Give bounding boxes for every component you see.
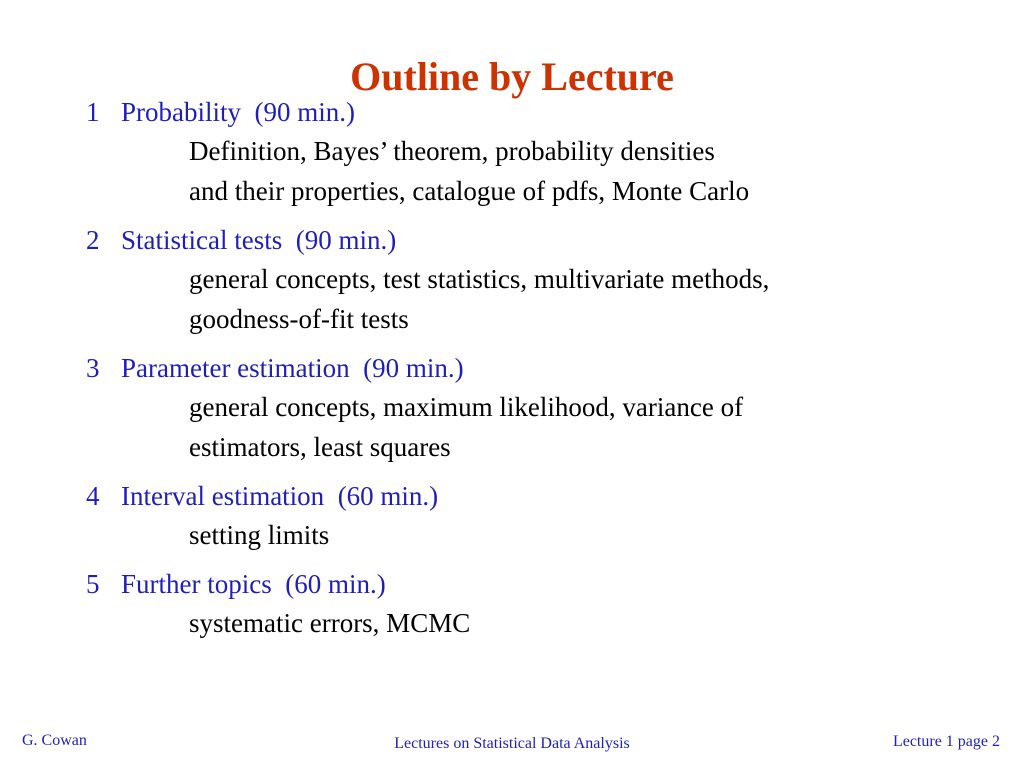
lecture-duration: (60 min.) xyxy=(337,481,439,511)
lecture-name: Parameter estimation xyxy=(121,353,350,383)
lecture-duration: (90 min.) xyxy=(363,353,464,383)
lecture-heading xyxy=(86,222,986,259)
lecture-item xyxy=(86,222,986,339)
lecture-item xyxy=(86,478,986,555)
lecture-heading xyxy=(86,566,986,603)
lecture-name: Statistical tests xyxy=(121,225,283,255)
lecture-name: Interval estimation xyxy=(121,481,325,511)
lecture-heading xyxy=(86,94,986,131)
lecture-description-line: estimators, least squares xyxy=(189,432,451,462)
lecture-heading xyxy=(86,478,986,515)
lecture-description xyxy=(86,387,986,467)
lecture-number: 1 xyxy=(86,97,100,127)
slide-title: Outline by Lecture xyxy=(350,53,674,99)
lecture-description-line: setting limits xyxy=(189,520,330,550)
footer-page-number: Lecture 1 page 2 xyxy=(892,733,1000,750)
lecture-duration: (90 min.) xyxy=(295,225,397,255)
lecture-duration: (60 min.) xyxy=(285,569,386,599)
lecture-description-line: Definition, Bayes’ theorem, probability densities xyxy=(189,136,715,166)
lecture-name: Probability xyxy=(121,97,241,127)
lecture-description-line: goodness-of-fit tests xyxy=(189,304,409,334)
lecture-number: 3 xyxy=(86,353,100,383)
lecture-number: 2 xyxy=(86,225,100,255)
footer-author: G. Cowan xyxy=(22,732,87,749)
lecture-description xyxy=(86,259,986,339)
lecture-item xyxy=(86,566,986,643)
lecture-description-line: systematic errors, MCMC xyxy=(189,608,471,638)
lecture-number: 4 xyxy=(86,481,100,511)
lecture-item xyxy=(86,350,986,467)
lecture-description-line: and their properties, catalogue of pdfs, Monte Carlo xyxy=(189,176,750,206)
lecture-description xyxy=(86,131,986,211)
lecture-description-line: general concepts, test statistics, multivariate methods, xyxy=(189,264,770,294)
lecture-item xyxy=(86,94,986,211)
footer-course-title: Lectures on Statistical Data Analysis xyxy=(394,735,630,752)
lecture-description xyxy=(86,603,986,643)
lecture-duration: (90 min.) xyxy=(254,97,355,127)
lecture-name: Further topics xyxy=(121,569,272,599)
lecture-description-line: general concepts, maximum likelihood, variance of xyxy=(189,392,744,422)
lecture-heading xyxy=(86,350,986,387)
lecture-number: 5 xyxy=(86,569,100,599)
lecture-outline-list xyxy=(86,94,986,654)
lecture-description xyxy=(86,515,986,555)
